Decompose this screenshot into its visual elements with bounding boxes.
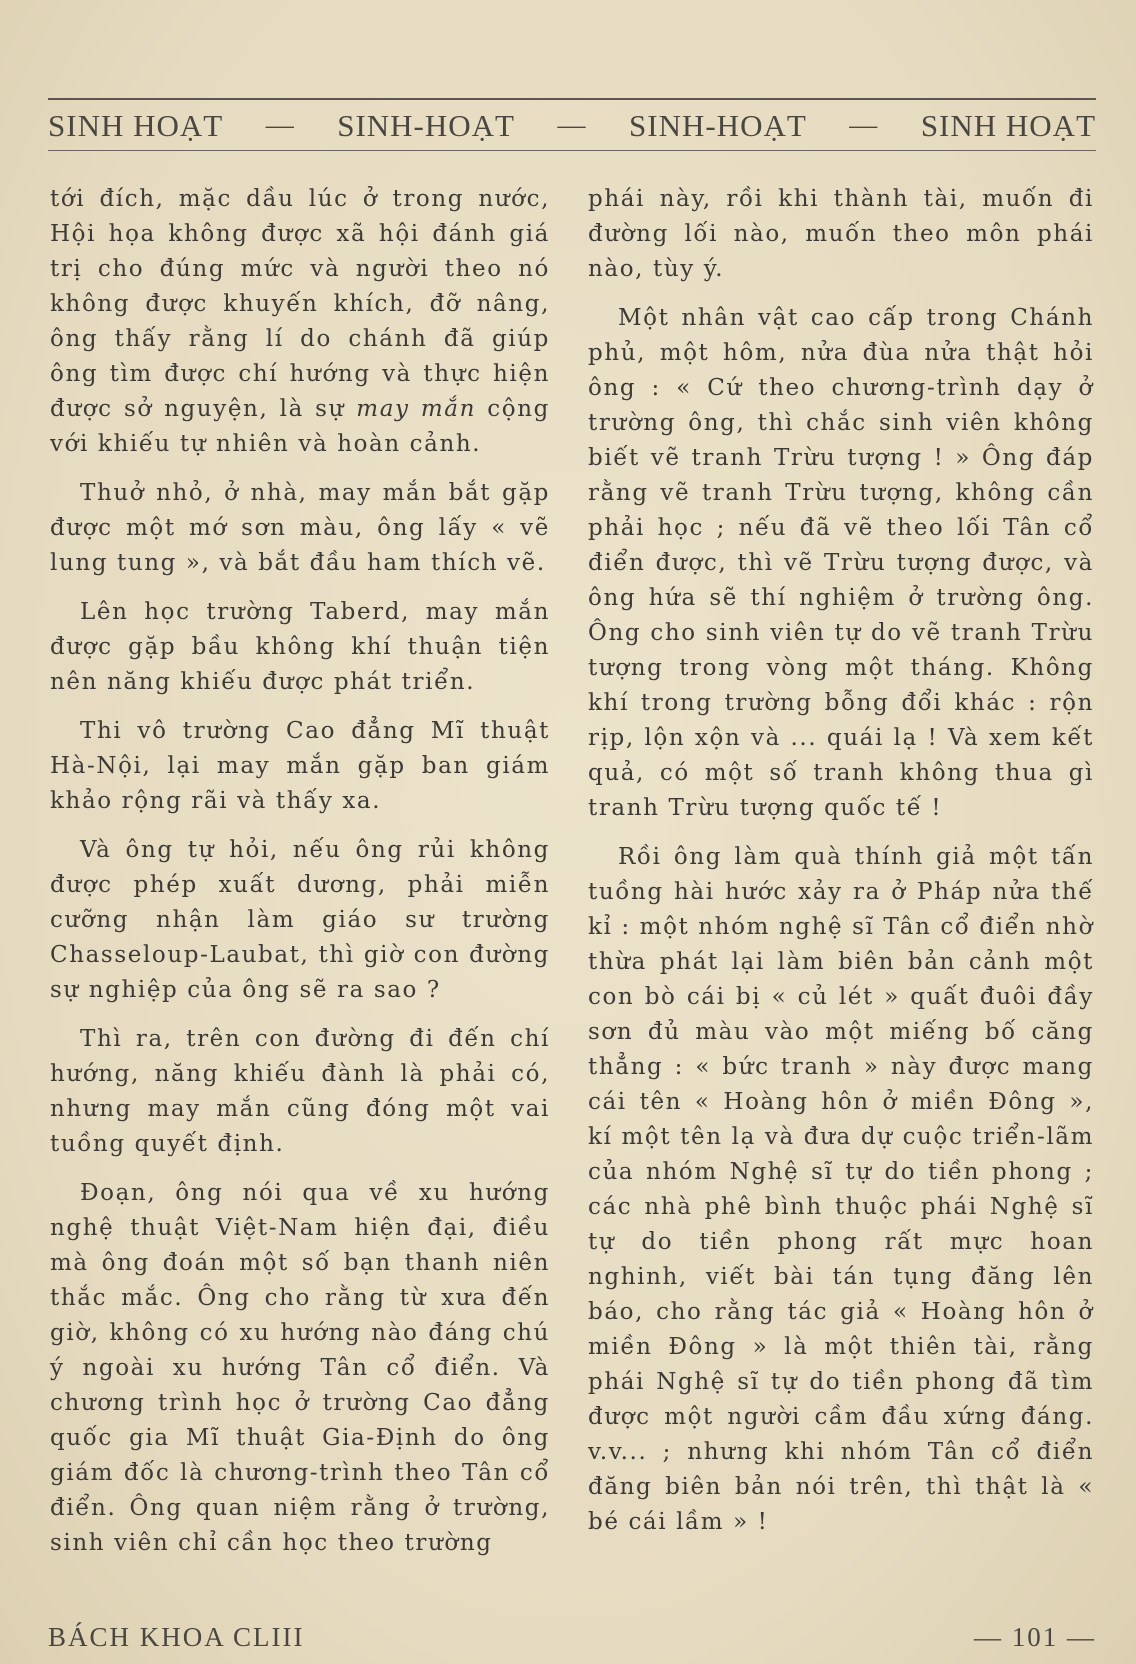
header-separator-1: — [265, 110, 295, 141]
paragraph: Một nhân vật cao cấp trong Chánh phủ, một hôm, nửa đùa nửa thật hỏi ông : « Cứ theo chương-trình dạy ở trường ông, thì chắc sinh viên không biết vẽ tranh Trừu tượng ! » Ông đáp rằng vẽ tranh Trừu tượng, không cần phải học ; nếu đã vẽ theo lối Tân cổ điển được, thì vẽ Trừu tượng được, và ông hứa sẽ thí nghiệm ở trường ông. Ông cho sinh viên tự do vẽ tranh Trừu tượng trong vòng một tháng. Không khí trong trường bỗng đổi khác : rộn rịp, lộn xộn và ... quái lạ ! Và xem kết quả, có một số tranh không thua gì tranh Trừu tượng quốc tế ! [588, 305, 1094, 821]
paragraph: Đoạn, ông nói qua về xu hướng nghệ thuật Việt-Nam hiện đại, điều mà ông đoán một số bạn thanh niên thắc mắc. Ông cho rằng từ xưa đến giờ, không có xu hướng nào đáng chú ý ngoài xu hướng Tân cổ điển. Và chương trình học ở trường Cao đẳng quốc gia Mĩ thuật Gia-Định do ông giám đốc là chương-trình theo Tân cổ điển. Ông quan niệm rằng ở trường, sinh viên chỉ cần học theo trường [50, 1180, 550, 1556]
running-header [48, 104, 1096, 148]
paragraph: Rồi ông làm quà thính giả một tấn tuồng hài hước xảy ra ở Pháp nửa thế kỉ : một nhóm nghệ sĩ Tân cổ điển nhờ thừa phát lại làm biên bản cảnh một con bò cái bị « củ lét » quất đuôi đầy sơn đủ màu vào một miếng bố căng thẳng : « bức tranh » này được mang cái tên « Hoàng hôn ở miền Đông », kí một tên lạ và đưa dự cuộc triển-lãm của nhóm Nghệ sĩ tự do tiền phong ; các nhà phê bình thuộc phái Nghệ sĩ tự do tiền phong rất mực hoan nghinh, viết bài tán tụng đăng lên báo, cho rằng tác giả « Hoàng hôn ở miền Đông » là một thiên tài, rằng phái Nghệ sĩ tự do tiền phong đã tìm được một người cầm đầu xứng đáng. v.v... ; nhưng khi nhóm Tân cổ điển đăng biên bản nói trên, thì thật là « bé cái lầm » ! [588, 844, 1095, 1535]
header-item-2: SINH-HOẠT [337, 108, 515, 143]
paragraph: Lên học trường Taberd, may mắn được gặp bầu không khí thuận tiện nên năng khiếu được phát triển. [50, 599, 550, 695]
right-column [588, 182, 1094, 1554]
paragraph: phái này, rồi khi thành tài, muốn đi đường lối nào, muốn theo môn phái nào, tùy ý. [588, 186, 1094, 282]
publication-name: BÁCH KHOA CLIII [48, 1622, 305, 1652]
paragraph: Và ông tự hỏi, nếu ông rủi không được phép xuất dương, phải miễn cưỡng nhận làm giáo sư trường Chasseloup-Laubat, thì giờ con đường sự nghiệp của ông sẽ ra sao ? [50, 837, 550, 1003]
page-footer [48, 1622, 1096, 1653]
paragraph: Thì ra, trên con đường đi đến chí hướng, năng khiếu đành là phải có, nhưng may mắn cũng đóng một vai tuồng quyết định. [50, 1026, 550, 1157]
header-rule [48, 150, 1096, 151]
header-item-3: SINH-HOẠT [629, 108, 807, 143]
header-separator-2: — [557, 110, 587, 141]
paragraph-text: tới đích, mặc dầu lúc ở trong nước, Hội họa không được xã hội đánh giá trị cho đúng mức và người theo nó không được khuyến khích, đỡ nâng, ông thấy rằng lí do chánh đã giúp ông tìm được chí hướng và thực hiện được sở nguyện, là sự [50, 186, 550, 422]
paragraph-text: cộng với khiếu tự nhiên và hoàn cảnh. [50, 396, 550, 457]
header-item-4: SINH HOẠT [920, 108, 1096, 143]
header-item-1: SINH HOẠT [48, 108, 224, 143]
paragraph [50, 182, 550, 462]
paragraph: Thi vô trường Cao đẳng Mĩ thuật Hà-Nội, lại may mắn gặp ban giám khảo rộng rãi và thấy xa. [50, 718, 550, 814]
top-rule [48, 98, 1096, 100]
header-separator-3: — [849, 110, 879, 141]
page-number: — 101 — [974, 1622, 1096, 1652]
paragraph: Thuở nhỏ, ở nhà, may mắn bắt gặp được một mớ sơn màu, ông lấy « vẽ lung tung », và bắt đầu ham thích vẽ. [50, 480, 550, 576]
emphasis-text: may mắn [356, 396, 477, 422]
left-column [50, 182, 550, 1575]
